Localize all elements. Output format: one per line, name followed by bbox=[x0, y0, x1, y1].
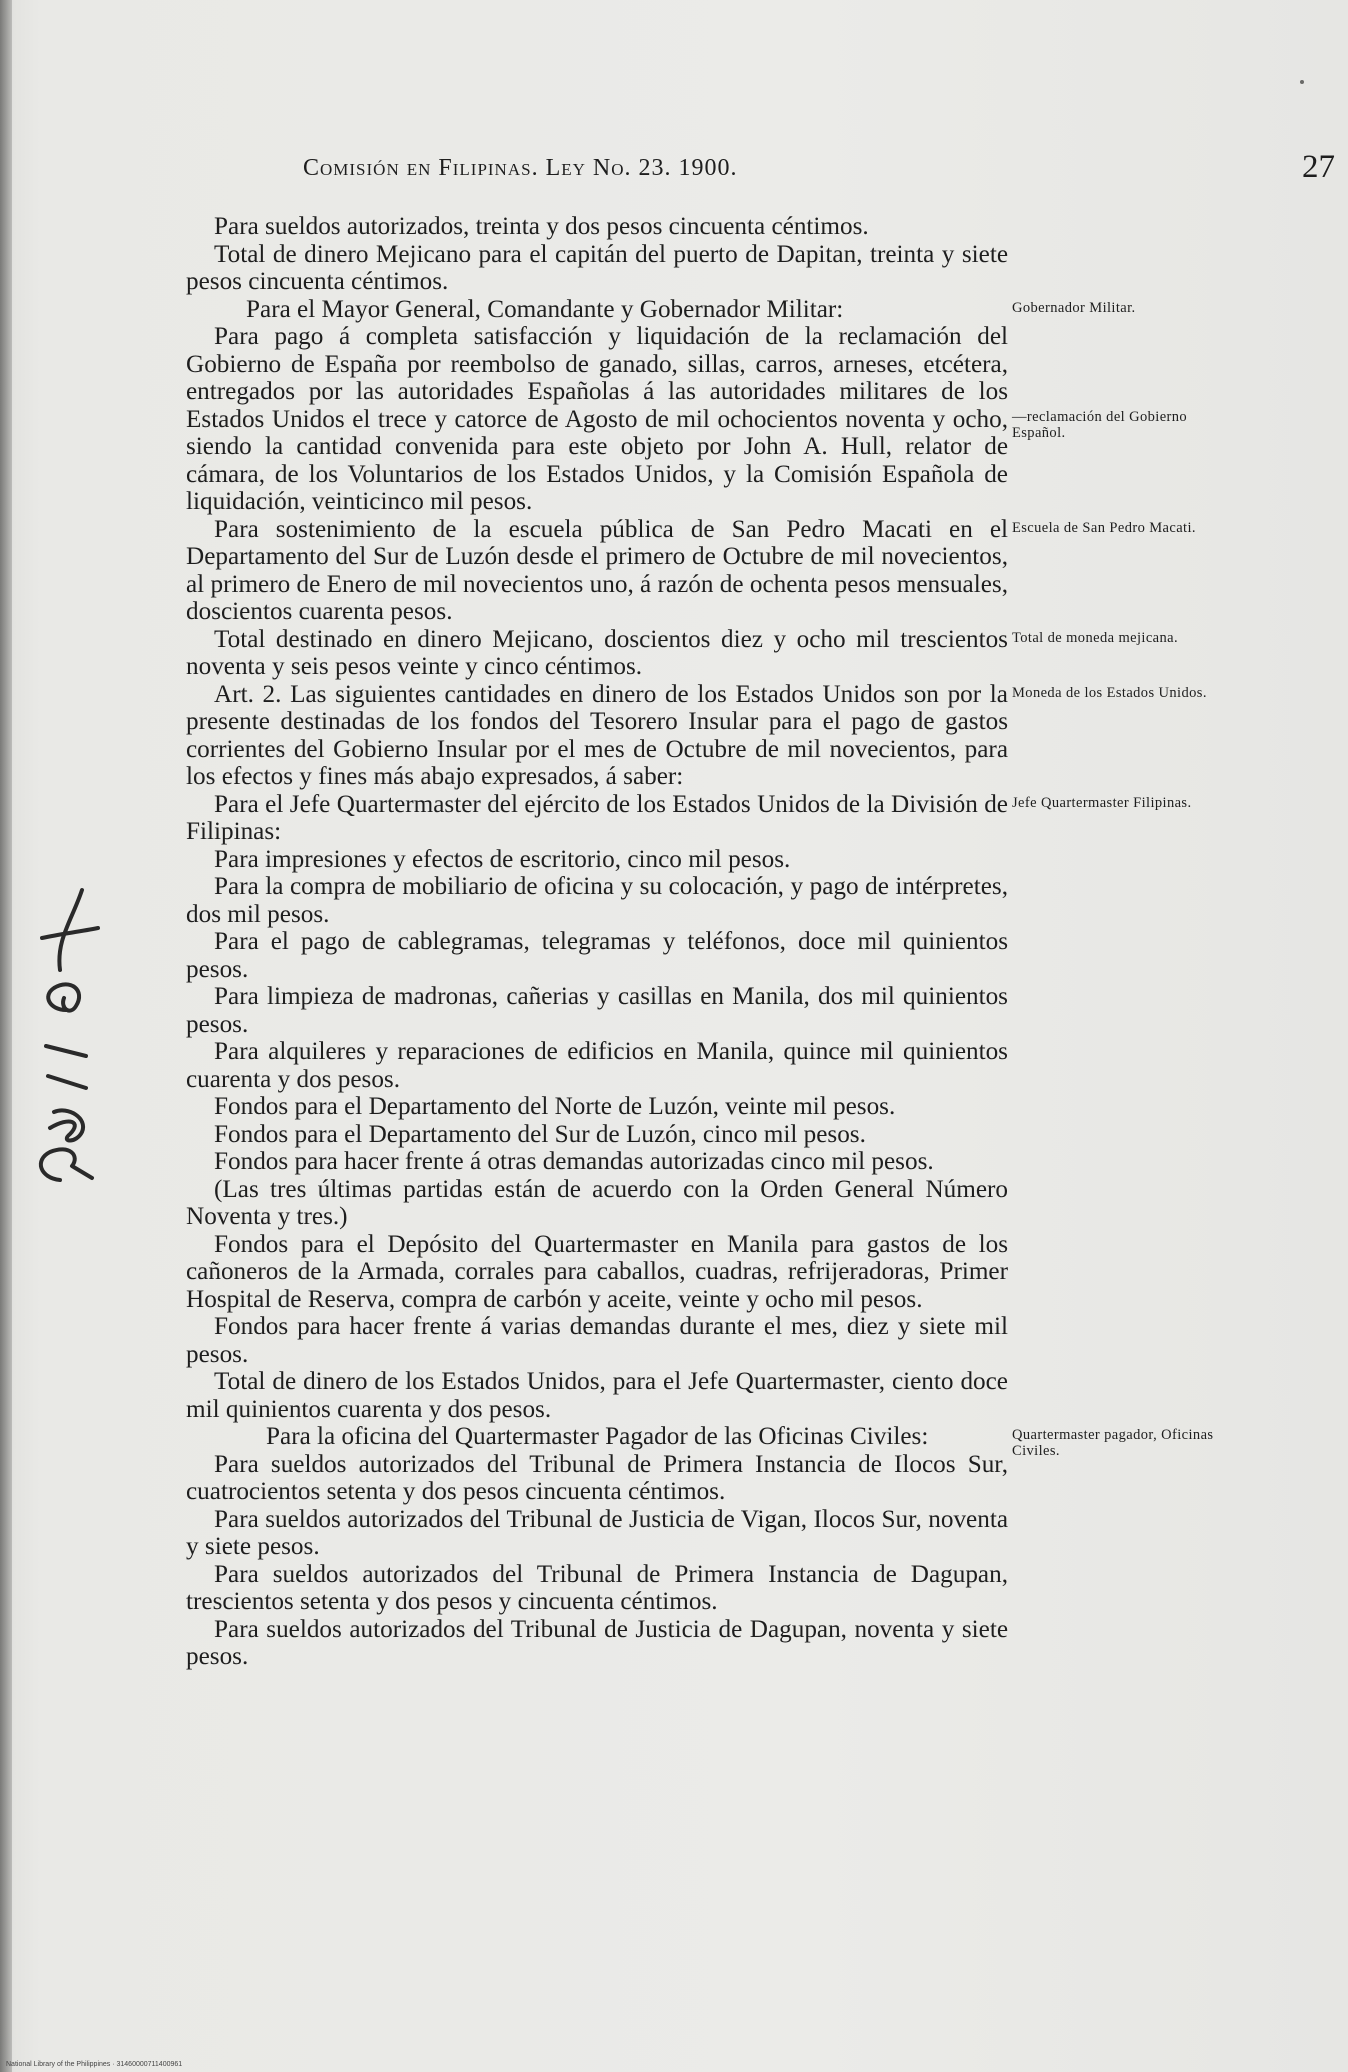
margin-note: Quartermaster pagador, Oficinas Civiles. bbox=[1012, 1427, 1214, 1459]
paragraph: Para el pago de cablegramas, telegramas y teléfonos, doce mil quinientos pesos. bbox=[186, 928, 1008, 983]
paragraph: Fondos para hacer frente á varias demandas durante el mes, diez y siete mil pesos. bbox=[186, 1313, 1008, 1368]
margin-note: —reclamación del Gobierno Español. bbox=[1012, 409, 1188, 441]
paragraph: Para el Mayor General, Comandante y Gobernador Militar: bbox=[246, 295, 844, 323]
paragraph: Fondos para el Departamento del Sur de Luzón, cinco mil pesos. bbox=[214, 1120, 866, 1148]
paragraph: Para sostenimiento de la escuela pública de San Pedro Macati en el Departamento del Sur de Luzón desde el primero de Octubre de mil novecientos, al primero de Enero de mil novecientos uno, á razón de ochenta pesos mensuales, doscientos cuarenta pesos. bbox=[186, 515, 1008, 625]
paragraph: Para sueldos autorizados del Tribunal de Justicia de Vigan, Ilocos Sur, noventa y siete pesos. bbox=[186, 1505, 1008, 1560]
paragraph: Para limpieza de madronas, cañerias y casillas en Manila, dos mil quinientos pesos. bbox=[186, 983, 1008, 1038]
margin-note: Jefe Quartermaster Filipinas. bbox=[1012, 795, 1192, 811]
margin-note: Moneda de los Estados Unidos. bbox=[1012, 685, 1207, 701]
paper-speck bbox=[1300, 80, 1304, 84]
page-spine-shadow bbox=[0, 0, 12, 2072]
paragraph: Para sueldos autorizados del Tribunal de Primera Instancia de Ilocos Sur, cuatrocientos setenta y dos pesos cincuenta céntimos. bbox=[186, 1450, 1008, 1505]
paragraph: Total de dinero Mejicano para el capitán del puerto de Dapitan, treinta y siete pesos cincuenta céntimos. bbox=[186, 240, 1008, 295]
paragraph: Art. 2. Las siguientes cantidades en dinero de los Estados Unidos son por la presente destinadas de los fondos del Tesorero Insular para el pago de gastos corrientes del Gobierno Insular por el mes de Octubre de mil novecientos, para los efectos y fines más abajo expresados, á saber: bbox=[186, 680, 1008, 790]
paragraph: Para pago á completa satisfacción y liquidación de la reclamación del Gobierno de España por reembolso de ganado, sillas, carros, arneses, etcétera, entregados por las autoridades Españolas á las autoridades militares de los Estados Unidos el trece y catorce de Agosto de mil ochocientos noventa y ocho, siendo la cantidad convenida para este objeto por John A. Hull, relator de cámara, de los Voluntarios de los Estados Unidos, y la Comisión Española de liquidación, veinticinco mil pesos. bbox=[186, 323, 1008, 515]
paragraph: Total de dinero de los Estados Unidos, para el Jefe Quartermaster, ciento doce mil quinientos cuarenta y dos pesos. bbox=[186, 1368, 1008, 1423]
handwritten-annotation bbox=[20, 860, 110, 1190]
running-header bbox=[0, 149, 1348, 195]
page-number: 27 bbox=[1302, 149, 1335, 185]
body-text bbox=[186, 213, 1008, 1671]
paragraph: Para sueldos autorizados del Tribunal de Primera Instancia de Dagupan, trescientos setenta y dos pesos y cincuenta céntimos. bbox=[186, 1560, 1008, 1615]
margin-note: Gobernador Militar. bbox=[1012, 300, 1136, 316]
margin-note: Escuela de San Pedro Macati. bbox=[1012, 520, 1196, 536]
paragraph: Para el Jefe Quartermaster del ejército de los Estados Unidos de la División de Filipinas: bbox=[186, 790, 1008, 845]
paragraph: Para sueldos autorizados, treinta y dos pesos cincuenta céntimos. bbox=[214, 213, 869, 240]
paragraph: Fondos para hacer frente á otras demandas autorizadas cinco mil pesos. bbox=[214, 1148, 934, 1175]
footer-caption: National Library of the Philippines · 31460000711400961 bbox=[6, 2061, 183, 2068]
paragraph: Para sueldos autorizados del Tribunal de Justicia de Dagupan, noventa y siete pesos. bbox=[186, 1615, 1008, 1670]
paragraph: Para impresiones y efectos de escritorio, cinco mil pesos. bbox=[214, 845, 791, 873]
paragraph: Total destinado en dinero Mejicano, doscientos diez y ocho mil trescientos noventa y seis pesos veinte y cinco céntimos. bbox=[186, 625, 1008, 680]
header-title: Comisión en Filipinas. Ley No. 23. 1900. bbox=[303, 155, 738, 181]
paragraph: Fondos para el Departamento del Norte de Luzón, veinte mil pesos. bbox=[214, 1093, 896, 1120]
margin-note: Total de moneda mejicana. bbox=[1012, 630, 1179, 646]
paragraph: Para alquileres y reparaciones de edificios en Manila, quince mil quinientos cuarenta y dos pesos. bbox=[186, 1038, 1008, 1093]
paragraph: (Las tres últimas partidas están de acuerdo con la Orden General Número Noventa y tres.) bbox=[186, 1175, 1008, 1230]
paragraph: Para la oficina del Quartermaster Pagador de las Oficinas Civiles: bbox=[266, 1423, 929, 1450]
paragraph: Para la compra de mobiliario de oficina y su colocación, y pago de intérpretes, dos mil pesos. bbox=[186, 873, 1008, 928]
paragraph: Fondos para el Depósito del Quartermaster en Manila para gastos de los cañoneros de la Armada, corrales para caballos, cuadras, refrijeradoras, Primer Hospital de Reserva, compra de carbón y aceite, veinte y ocho mil pesos. bbox=[186, 1230, 1008, 1313]
